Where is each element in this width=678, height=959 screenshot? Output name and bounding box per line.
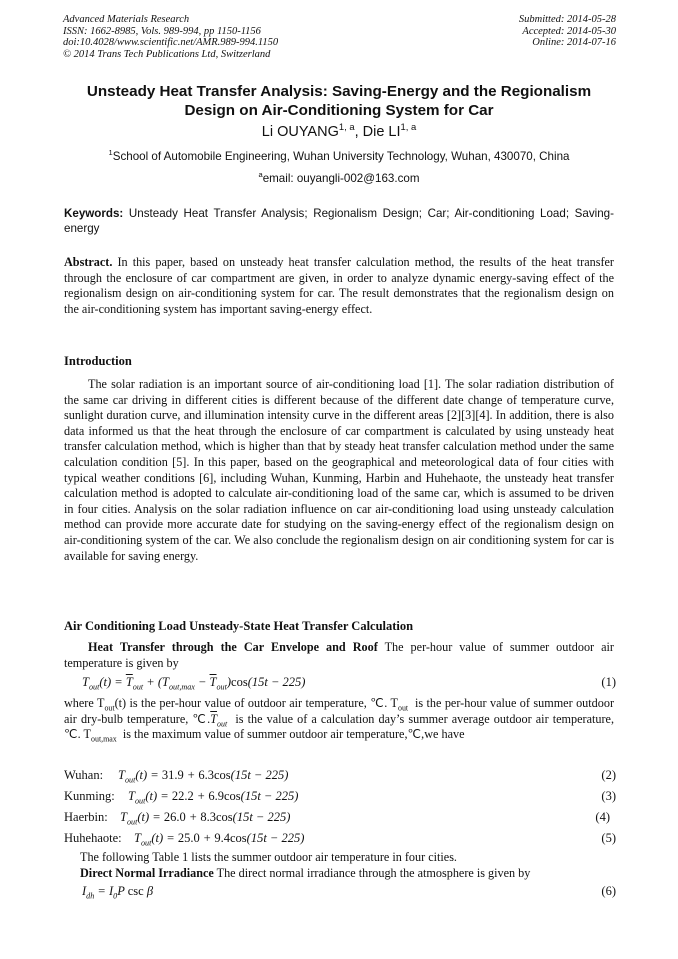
subsection-heading-envelope: Heat Transfer through the Car Envelope and Roof	[88, 640, 378, 654]
author-2-sup: 1, a	[400, 121, 417, 133]
email-sup: a	[258, 170, 263, 180]
author-1-sup: 1, a	[338, 121, 355, 133]
affiliation	[0, 150, 678, 163]
equation-5-number: (5)	[601, 831, 616, 845]
equation-6	[64, 884, 616, 900]
direct-irradiance-paragraph	[80, 866, 614, 882]
equation-4-number: (4)	[595, 810, 610, 824]
title-line-2: Design on Air-Conditioning System for Car	[184, 102, 494, 119]
journal-name: Advanced Materials Research	[63, 14, 190, 25]
email-text[interactable]: email: ouyangli-002@163.com	[262, 172, 420, 185]
journal-header-left	[63, 14, 278, 60]
intro-heading: Introduction	[64, 354, 132, 368]
equation-1-number: (1)	[601, 675, 616, 689]
equation-5-expression: $T_{out}(t) = 25.0 + 9.4\cos(15t - 225)$	[134, 831, 305, 848]
author-line	[0, 121, 678, 140]
equation-3-number: (3)	[601, 789, 616, 803]
paper-title	[40, 82, 638, 120]
abstract-text: In this paper, based on unsteady heat transfer calculation method, the results of the heat transfer through the enclosure of car compartment are given, in order to analyze dynamic energy-saving effect of the regionalism design on air-conditioning system for car. The result demonstrates that the regionalism design on the air-conditioning system has important saving-energy effect.	[64, 255, 614, 316]
equation-5	[64, 831, 616, 847]
journal-header-right	[519, 14, 616, 49]
irradiance-intro: The direct normal irradiance through the atmosphere is given by	[213, 866, 531, 880]
equation-4	[64, 810, 616, 826]
issn-line: ISSN: 1662-8985, Vols. 989-994, pp 1150-1156	[63, 25, 261, 37]
author-2: Die LI	[362, 124, 401, 140]
author-separator: ,	[354, 124, 363, 140]
equation-3	[64, 789, 616, 805]
copyright-line: © 2014 Trans Tech Publications Ltd, Switzerland	[63, 48, 271, 60]
doi-line: doi:10.4028/www.scientific.net/AMR.989-994.1150	[63, 37, 279, 48]
author-1: Li OUYANG	[261, 124, 339, 140]
keywords-label: Keywords:	[64, 207, 124, 220]
heat-transfer-paragraph	[64, 640, 614, 671]
equation-4-expression: $T_{out}(t) = 26.0 + 8.3\cos(15t - 225)$	[120, 810, 291, 827]
abstract-label: Abstract.	[64, 255, 113, 269]
subsection-heading-irradiance: Direct Normal Irradiance	[80, 866, 214, 880]
equation-5-city: Huhehaote:	[64, 831, 122, 845]
email-line	[0, 172, 678, 185]
title-line-1: Unsteady Heat Transfer Analysis: Saving-Energy and the Regionalism	[86, 83, 592, 100]
equation-6-number: (6)	[601, 884, 616, 898]
equation-2-expression: $T_{out}(t) = 31.9 + 6.3\cos(15t - 225)$	[118, 768, 289, 785]
submitted-date: Submitted: 2014-05-28	[518, 14, 616, 25]
equation-6-expression: $I_{dh} = I_0P$ csc β	[82, 884, 154, 901]
equation-1	[64, 675, 616, 691]
intro-paragraph: The solar radiation is an important source of air-conditioning load [1]. The solar radiation distribution of the same car driving in different cities is different because of the different date change of temperature curve, sunlight duration curve, and illumination intensity curve in the different areas [2][3][4]. In addition, there is also data informed us that the heat through the enclosure of car compartment is calculated by using unsteady heat transfer calculation method, which is higher than that by steady heat transfer calculation method under the same calculation condition [5]. In this paper, based on the geographical and meteorological data of four cities with typical weather conditions [6], including Wuhan, Kunming, Harbin and Huhehaote, the unsteady heat transfer calculation method is adopted to calculate air-conditioning load of the same car, which is assumed to be driven in four cities. Analysis on the solar radiation influence on car air-conditioning load using unsteady calculation method can provide more accurate date for studying on the saving-energy effect of the regionalism design on air-conditioning system of the car. We also conclude the regionalism design on air conditioning system for car is available for saving energy.	[64, 377, 614, 563]
equation-3-expression: $T_{out}(t) = 22.2 + 6.9\cos(15t - 225)$	[128, 789, 299, 806]
affiliation-text: School of Automobile Engineering, Wuhan University Technology, Wuhan, 430070, China	[112, 150, 570, 163]
table-sentence: The following Table 1 lists the summer outdoor air temperature in four cities.	[80, 850, 457, 864]
accepted-date: Accepted: 2014-05-30	[522, 25, 616, 37]
equation-3-city: Kunming:	[64, 789, 115, 803]
online-date: Online: 2014-07-16	[532, 37, 616, 48]
heat-transfer-intro: The per-hour value of summer outdoor air temperature is given by	[64, 640, 614, 670]
affiliation-sup: 1	[108, 148, 113, 158]
abstract	[64, 255, 614, 317]
keywords	[64, 206, 614, 236]
keywords-text: Unsteady Heat Transfer Analysis; Regionalism Design; Car; Air-conditioning Load; Saving-energy	[64, 207, 614, 235]
equation-4-city: Haerbin:	[64, 810, 108, 824]
section-heading: Air Conditioning Load Unsteady-State Heat Transfer Calculation	[64, 619, 414, 633]
equation-1-expression: $T_{out}(t) = \overline{T}_{out} + (T_{out,max} - \overline{T}_{out})\cos(15t - 225)$	[82, 675, 306, 692]
where-paragraph: where $T_{out}(t)$ is the per-hour value of outdoor air temperature, ℃. $T_{out}$ is the per-hour value of summer outdoor air dry-bulb temperature, $℃.\overline{T}_{out}$ is the value of a calculation day’s summer average outdoor air temperature, ℃. $T_{out,max}$ is the maximum value of summer outdoor air temperature,℃,we have	[64, 696, 614, 744]
equation-2	[64, 768, 616, 784]
equation-2-city: Wuhan:	[64, 768, 104, 782]
equation-2-number: (2)	[601, 768, 616, 782]
